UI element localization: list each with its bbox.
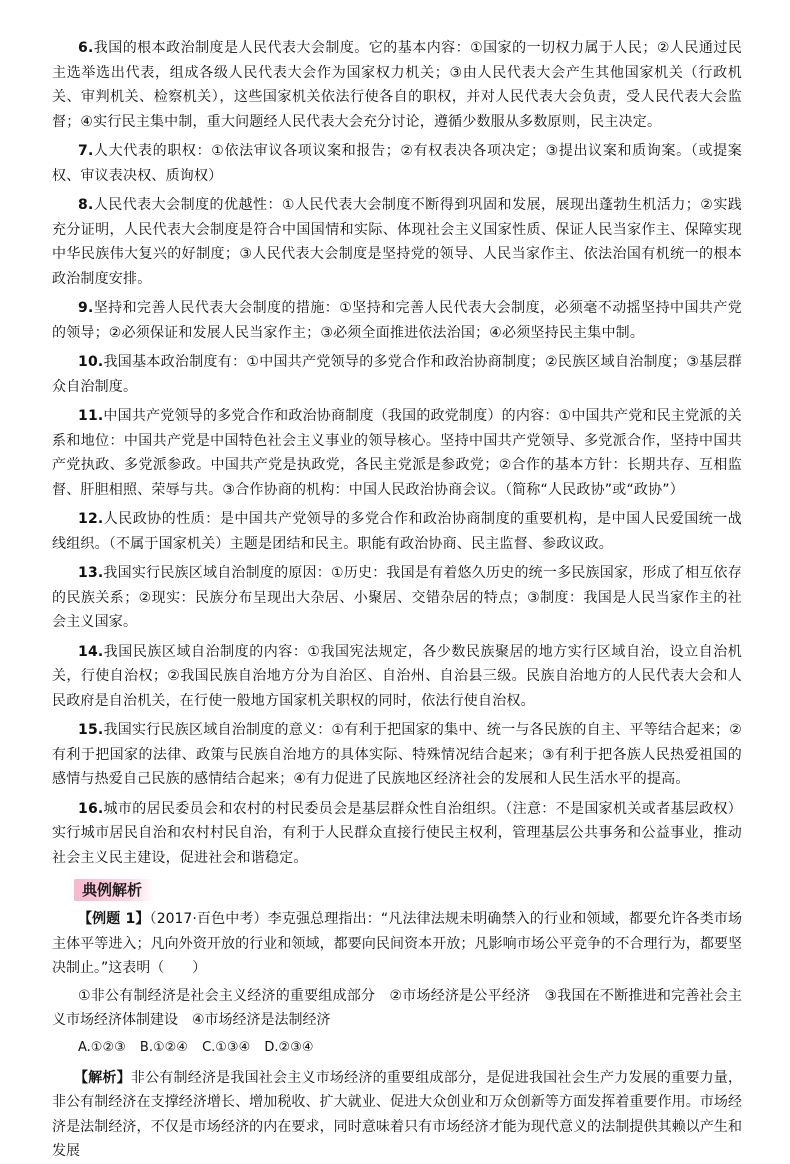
item-text: 我国实行民族区域自治制度的原因：①历史：我国是有着悠久历史的统一多民族国家，形成了相互依存的民族关系；②现实：民族分布呈现出大杂居、小聚居、交错杂居的特点；③制度：我国是人民当家作主的社会主义国家。 [52,565,742,630]
choice-b: B.①②④ [139,1039,188,1055]
choice-c: C.①③④ [202,1039,251,1055]
item-number: 15. [78,722,104,738]
example-question [52,907,742,981]
item-text: 中国共产党领导的多党合作和政治协商制度（我国的政党制度）的内容：①中国共产党和民主党派的关系和地位：中国共产党是中国特色社会主义事业的领导核心。坚持中国共产党领导、多党派合作，坚持中国共产党执政、多党派参政。中国共产党是执政党，各民主党派是参政党；②合作的基本方针：长期共存、互相监督、肝胆相照、荣辱与共。③合作协商的机构：中国人民政治协商会议。（简称“人民政协”或“政协”） [52,408,742,498]
item-6 [52,36,742,134]
item-10 [52,350,742,399]
item-text: 人民代表大会制度的优越性：①人民代表大会制度不断得到巩固和发展，展现出蓬勃生机活力；②实践充分证明，人民代表大会制度是符合中国国情和实际、体现社会主义国家性质、保证人民当家作主、保障实现中华民族伟大复兴的好制度；③人民代表大会制度是坚持党的领导、人民当家作主、依法治国有机统一的根本政治制度安排。 [52,197,742,287]
analysis-paragraph [52,1066,742,1164]
item-text: 我国民族区域自治制度的内容：①我国宪法规定，各少数民族聚居的地方实行区域自治，设立自治机关，行使自治权；②我国民族自治地方分为自治区、自治州、自治县三级。民族自治地方的人民代表大会和人民政府是自治机关，在行使一般地方国家机关职权的同时，依法行使自治权。 [52,643,742,709]
item-16 [52,797,742,871]
item-number: 13. [78,565,104,581]
item-number: 11. [78,408,104,424]
item-text: 城市的居民委员会和农村的村民委员会是基层群众性自治组织。（注意：不是国家机关或者基层政权）实行城市居民自治和农村村民自治，有利于人民群众直接行使民主权利，管理基层公共事务和公益事业，推动社会主义民主建设，促进社会和谐稳定。 [52,800,742,866]
item-text: 人民政协的性质：是中国共产党领导的多党合作和政治协商制度的重要机构，是中国人民爱国统一战线组织。（不属于国家机关）主题是团结和民主。职能有政治协商、民主监督、参政议政。 [52,511,742,552]
item-number: 14. [78,643,104,660]
item-number: 16. [78,800,104,817]
item-12 [52,507,742,556]
item-number: 9. [78,300,94,316]
item-9 [52,296,742,345]
item-13 [52,561,742,635]
choice-a: A.①②③ [78,1039,126,1055]
section-heading: 典例解析 [74,879,154,901]
item-number: 12. [78,511,104,527]
example-text: （2017·百色中考）李克强总理指出：“凡法律法规未明确禁入的行业和领域，都要允许各类市场主体平等进入；凡向外资开放的行业和领域，都要向民间资本开放；凡影响市场公平竞争的不合理行为，都要坚决制止。”这表明（ ） [52,911,742,976]
item-7 [52,139,742,188]
item-14 [52,640,742,714]
item-text: 我国的根本政治制度是人民代表大会制度。它的基本内容：①国家的一切权力属于人民；②人民通过民主选举选出代表，组成各级人民代表大会作为国家权力机关；③由人民代表大会产生其他国家机关（行政机关、审判机关、检察机关），这些国家机关依法行使各自的职权，并对人民代表大会负责，受人民代表大会监督；④实行民主集中制，重大问题经人民代表大会充分讨论，遵循少数服从多数原则，民主决定。 [52,40,742,130]
item-text: 我国实行民族区域自治制度的意义：①有利于把国家的集中、统一与各民族的自主、平等结合起来；②有利于把国家的法律、政策与民族自治地方的具体实际、特殊情况结合起来；③有利于把各族人民热爱祖国的感情与热爱自己民族的感情结合起来；④有力促进了民族地区经济社会的发展和人民生活水平的提高。 [52,722,742,787]
document-page [52,36,742,1164]
choice-d: D.②③④ [264,1039,314,1055]
item-number: 8. [78,197,94,213]
item-text: 我国基本政治制度有：①中国共产党领导的多党合作和政治协商制度；②民族区域自治制度；③基层群众自治制度。 [52,354,742,395]
item-8 [52,193,742,291]
analysis-tag: 【解析】 [74,1069,131,1086]
item-15 [52,718,742,792]
analysis-text: 非公有制经济是我国社会主义市场经济的重要组成部分，是促进我国社会生产力发展的重要力量，非公有制经济在支撑经济增长、增加税收、扩大就业、促进大众创业和万众创新等方面发挥着重要作用。市场经济是法制经济，不仅是市场经济的内在要求，同时意味着只有市场经济才能为现代意义的法制提供其赖以产生和发展 [52,1069,743,1159]
item-number: 6. [78,40,94,56]
item-11 [52,404,742,502]
example-options: ①非公有制经济是社会主义经济的重要组成部分 ②市场经济是公平经济 ③我国在不断推进和完善社会主义市场经济体制建设 ④市场经济是法制经济 [52,987,742,1028]
example-tag: 【例题 1】 [78,911,150,927]
item-number: 7. [78,143,94,159]
item-text: 坚持和完善人民代表大会制度的措施：①坚持和完善人民代表大会制度，必须毫不动摇坚持中国共产党的领导；②必须保证和发展人民当家作主；③必须全面推进依法治国；④必须坚持民主集中制。 [52,300,742,341]
answer-choices [78,1036,742,1060]
item-text: 人大代表的职权：①依法审议各项议案和报告；②有权表决各项决定；③提出议案和质询案。（或提案权、审议表决权、质询权） [52,143,742,184]
item-number: 10. [78,354,104,370]
